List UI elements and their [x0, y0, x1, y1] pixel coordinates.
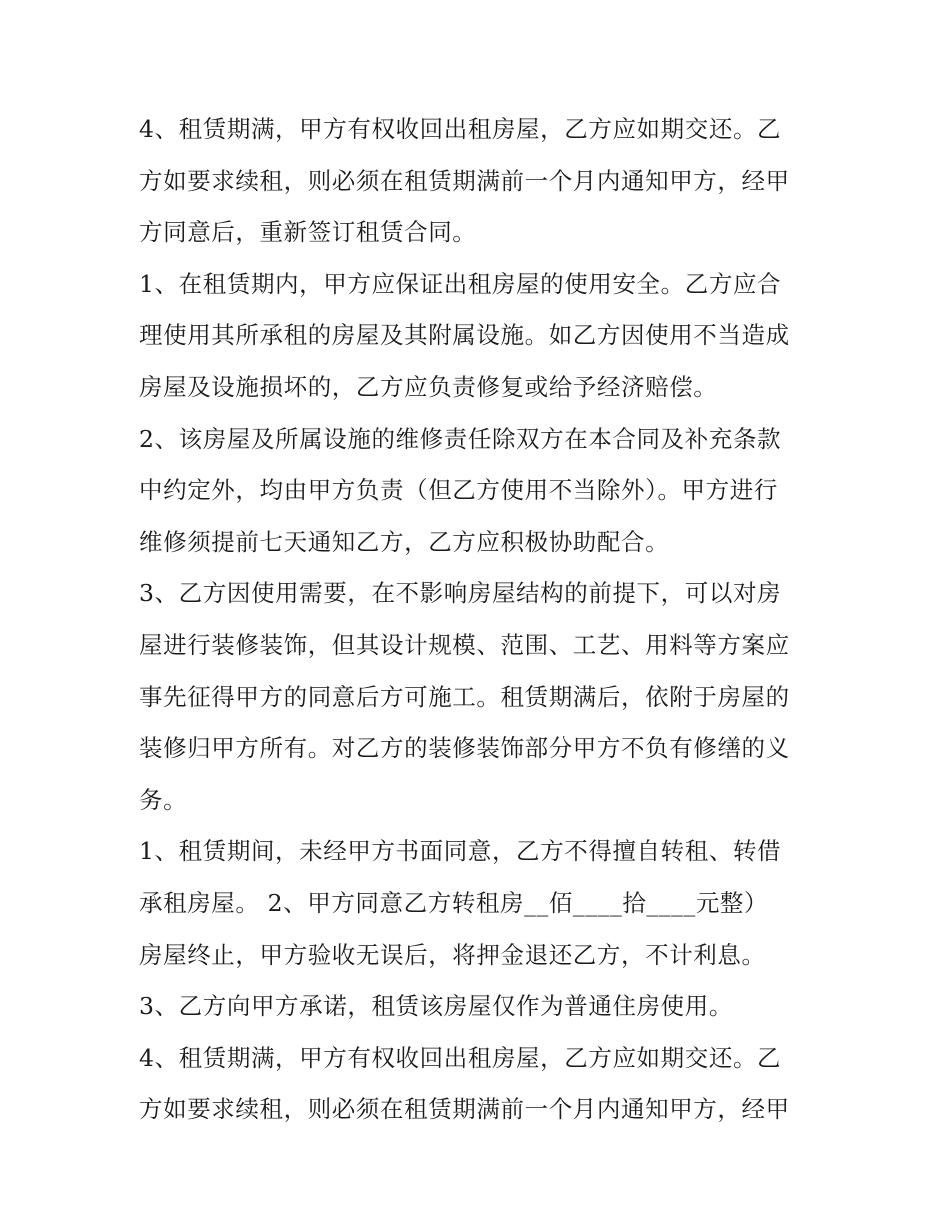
paragraph-renovation [139, 568, 819, 826]
document-body [139, 104, 819, 1136]
text-line: 务。 [139, 785, 188, 814]
paragraph-sublease [139, 826, 819, 981]
text-line: 方如要求续租，则必须在租赁期满前一个月内通知甲方，经甲 [139, 1095, 790, 1124]
text-line: 3、乙方向甲方承诺，租赁该房屋仅作为普通住房使用。 [139, 992, 733, 1021]
text-line: 维修须提前七天通知乙方，乙方应积极协助配合。 [139, 527, 670, 556]
text-line: 2、该房屋及所属设施的维修责任除双方在本合同及补充条款 [139, 424, 782, 453]
paragraph-safety [139, 259, 819, 414]
paragraph-residential-use [139, 981, 819, 1033]
text-line: 理使用其所承租的房屋及其附属设施。如乙方因使用不当造成 [139, 321, 790, 350]
text-line: 房屋终止，甲方验收无误后，将押金退还乙方，不计利息。 [139, 940, 766, 969]
paragraph-maintenance [139, 414, 819, 569]
text-line: 1、在租赁期内，甲方应保证出租房屋的使用安全。乙方应合 [139, 269, 782, 298]
text-line: 方同意后，重新签订租赁合同。 [139, 218, 477, 247]
text-line: 事先征得甲方的同意后方可施工。租赁期满后，依附于房屋的 [139, 682, 790, 711]
text-line: 承租房屋。 2、甲方同意乙方转租房__佰____拾____元整） [139, 888, 769, 917]
paragraph-lease-expiry [139, 104, 819, 259]
text-line: 1、租赁期间，未经甲方书面同意，乙方不得擅自转租、转借 [139, 837, 782, 866]
text-line: 4、租赁期满，甲方有权收回出租房屋，乙方应如期交还。乙 [139, 115, 782, 143]
text-line: 方如要求续租，则必须在租赁期满前一个月内通知甲方，经甲 [139, 166, 790, 195]
text-line: 3、乙方因使用需要，在不影响房屋结构的前提下，可以对房 [139, 579, 782, 608]
paragraph-lease-expiry-repeat [139, 1033, 819, 1136]
text-line: 中约定外，均由甲方负责（但乙方使用不当除外）。甲方进行 [139, 476, 778, 505]
text-line: 4、租赁期满，甲方有权收回出租房屋，乙方应如期交还。乙 [139, 1043, 782, 1072]
text-line: 屋进行装修装饰，但其设计规模、范围、工艺、用料等方案应 [139, 630, 790, 659]
text-line: 装修归甲方所有。对乙方的装修装饰部分甲方不负有修缮的义 [139, 734, 790, 763]
text-line: 房屋及设施损坏的，乙方应负责修复或给予经济赔偿。 [139, 372, 718, 401]
